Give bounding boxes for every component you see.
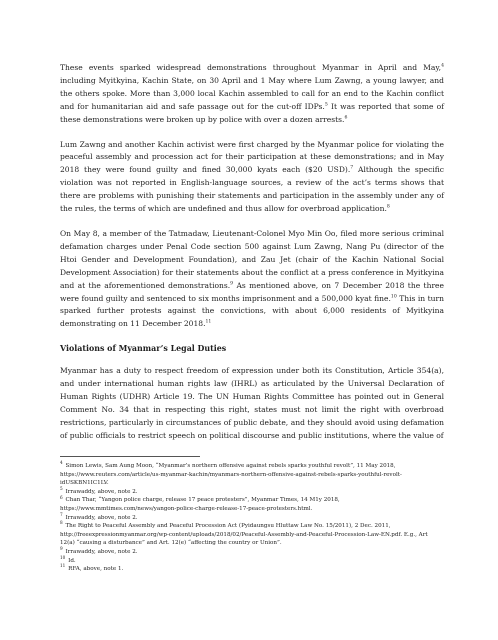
footnote-text: Simon Lewis, Sam Aung Moon, “Myanmar’s northern offensive against rebels sparks youthful revolt”, 11 May 2018, https://www.reuters.com/article/us-myanmar-kachin/myanmars-northern-offensive-against-rebels-sparks-youthful-revolt-idUSKBN1IC1LV. bbox=[60, 463, 402, 487]
footnote bbox=[60, 496, 444, 513]
footnote-reference[interactable]: 4 bbox=[441, 63, 444, 69]
footnote-list bbox=[60, 462, 444, 574]
footnote-text: Id. bbox=[66, 557, 76, 564]
paragraphs bbox=[60, 62, 444, 331]
footnote-text: Irrawaddy, above, note 2. bbox=[63, 548, 138, 555]
footnote-reference[interactable]: 10 bbox=[390, 293, 397, 299]
paragraph-text: Although the specific violation was not reported in English-language sources, a review of the act’s terms shows that there are problems with punishing their statements and participation in the assembly under any of the rules, the terms of which are undefined and thus allow for overbroad application. bbox=[60, 165, 445, 214]
footnote-text: The Right to Peaceful Assembly and Peaceful Procession Act (Pyidaungsu Hluttaw Law No. 15/2011), 2 Dec. 2011, http://freeexpressionmyanmar.org/wp-content/uploads/2018/02/Peaceful-Assembly-and-Peaceful-Procession-Law-EN.pdf. E.g., Art 12(a) “causing a disturbance” and Art. 12(e) “affecting the country or Union”. bbox=[60, 523, 428, 547]
footnote-number: 6 bbox=[60, 494, 63, 500]
footnote-number: 4 bbox=[60, 460, 63, 466]
footnote-text: Irrawaddy, above, note 2. bbox=[63, 514, 138, 521]
paragraph bbox=[60, 139, 444, 216]
footnote-text: Irrawaddy, above, note 2. bbox=[63, 488, 138, 495]
footnotes bbox=[60, 456, 444, 574]
footnote-number: 9 bbox=[60, 546, 63, 552]
paragraph-text: On May 8, a member of the Tatmadaw, Lieutenant-Colonel Myo Min Oo, filed more serious criminal defamation charges under Penal Code section 500 against Lum Zawng, Nang Pu (director of the Htoi Gender and Development Foundation), and Zau Jet (chair of the Kachin National Social Development Association) for their statements about the conflict at a press conference in Myitkyina and at the aforementioned demonstrations. bbox=[60, 228, 444, 290]
paragraph-text: Lum Zawng and another Kachin activist were first charged by the Myanmar police for violating the peaceful assembly and procession act for their participation at these demonstrations; and in May 2018 they were found guilty and fined 30,000 kyats each ($20 USD). bbox=[60, 139, 444, 175]
footnote-reference[interactable]: 8 bbox=[386, 204, 390, 210]
body-text bbox=[60, 62, 444, 455]
paragraph bbox=[60, 228, 444, 331]
closing-paragraph: Myanmar has a duty to respect freedom of expression under both its Constitution, Article 354(a), and under international human rights law (IHRL) as articulated by the Universal Declaration of Human Rights (UDHR) Article 19. The UN Human Rights Committee has pointed out in General Comment No. 34 that in respecting this right, states must not limit the right with overbroad restrictions, particularly in circumstances of public debate, and they should avoid using defamation of public officials to restrict speech on political discourse and public institutions, where the value of bbox=[60, 366, 444, 440]
footnote-text: RFA, above, note 1. bbox=[66, 566, 124, 573]
footnote-number: 5 bbox=[60, 485, 63, 491]
paragraph-text: This in turn sparked further protests against the convictions, with about 6,000 residents of Myitkyina demonstrating on 11 December 2018. bbox=[60, 293, 445, 329]
footnote bbox=[60, 511, 444, 526]
footnote-reference[interactable]: 5 bbox=[324, 102, 328, 108]
footnote bbox=[60, 485, 444, 497]
footnote-reference[interactable]: 6 bbox=[344, 115, 348, 121]
paragraph-text: including Myitkyina, Kachin State, on 30 April and 1 May where Lum Zawng, a young lawyer, and the others spoke. More than 3,000 local Kachin assembled to call for an end to the Kachin conflict and for humanitarian aid and safe passage out for the cut-off IDPs. bbox=[60, 75, 444, 111]
footnote-divider bbox=[60, 456, 200, 457]
paragraph-text: These events sparked widespread demonstrations throughout Myanmar in April and May, bbox=[60, 63, 442, 72]
paragraph-text: It was reported that some of these demonstrations were broken up by police with over a dozen arrests. bbox=[60, 101, 444, 124]
footnote-reference[interactable]: 7 bbox=[350, 165, 354, 171]
footnote-text: Chan Thar, “Yangon police charge, release 17 peace protesters”, Myanmar Times, 14 M1y 2018, https://www.mmtimes.com/news/yangon-police-charge-release-17-peace-protesters.html. bbox=[60, 497, 340, 512]
footnote-number: 7 bbox=[60, 511, 63, 517]
footnote-number: 10 bbox=[60, 554, 66, 560]
footnote bbox=[60, 565, 444, 574]
paragraph-text: As mentioned above, on 7 December 2018 the three were found guilty and sentenced to six months imprisonment and a 500,000 kyat fine. bbox=[60, 280, 444, 303]
section-heading: Violations of Myanmar’s Legal Duties bbox=[60, 344, 227, 354]
footnote bbox=[60, 554, 444, 569]
footnote-number: 11 bbox=[60, 563, 66, 569]
footnote-reference[interactable]: 11 bbox=[205, 319, 212, 325]
footnote bbox=[60, 548, 444, 557]
footnote bbox=[60, 522, 444, 548]
footnote-number: 8 bbox=[60, 520, 63, 526]
paragraph bbox=[60, 62, 444, 127]
footnote bbox=[60, 462, 444, 488]
footnote-reference[interactable]: 9 bbox=[230, 281, 234, 287]
